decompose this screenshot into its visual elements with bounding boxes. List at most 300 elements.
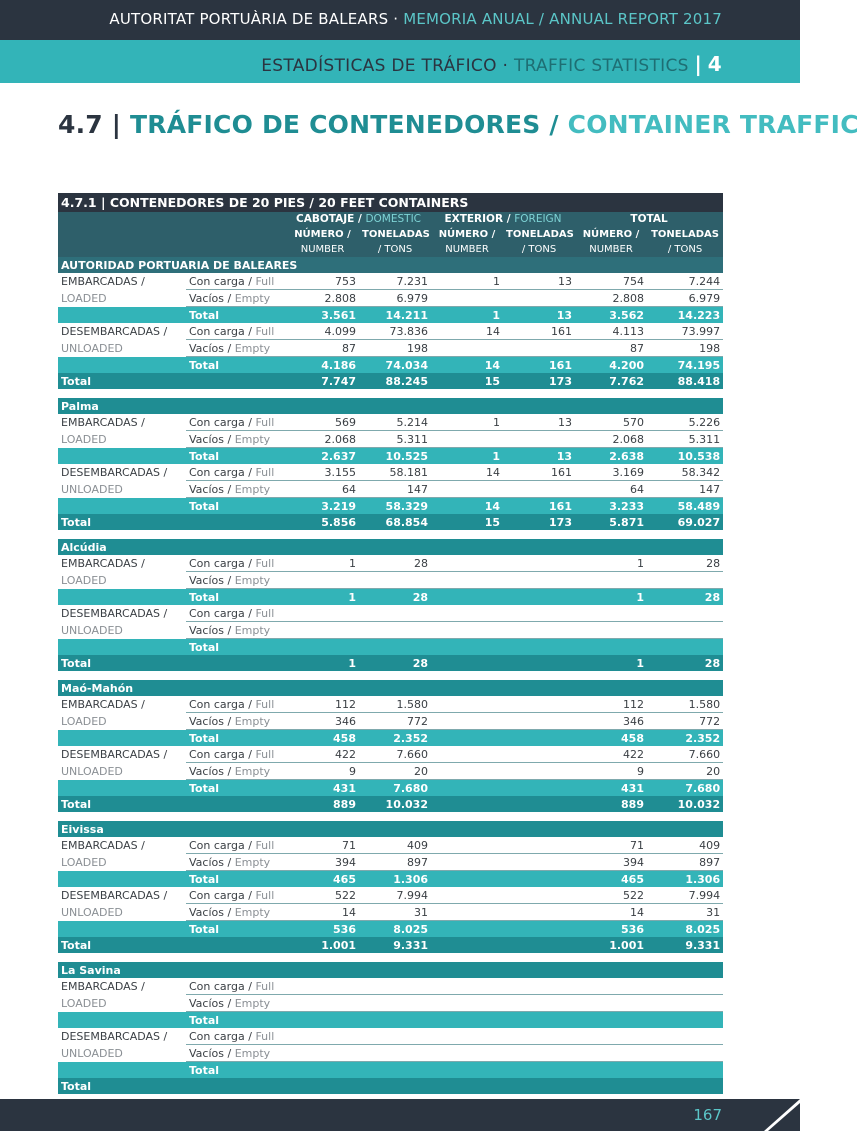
type-en: Full xyxy=(255,415,275,429)
value-cell xyxy=(503,854,575,871)
value-cell: 7.680 xyxy=(647,780,723,797)
value-cell xyxy=(647,1062,723,1079)
value-cell xyxy=(286,1028,359,1045)
value-cell: 7.994 xyxy=(647,887,723,904)
value-cell: 73.836 xyxy=(359,323,431,340)
type-label-empty xyxy=(186,481,286,498)
header-col-row-1 xyxy=(58,227,723,242)
value-cell: 1 xyxy=(431,414,503,431)
value-cell xyxy=(431,854,503,871)
value-cell xyxy=(647,1012,723,1029)
value-cell: 2.352 xyxy=(647,730,723,747)
value-cell: 8.025 xyxy=(647,921,723,938)
value-cell: 1.001 xyxy=(575,937,647,953)
direction-label-en: UNLOADED xyxy=(61,623,123,637)
value-cell xyxy=(431,730,503,747)
value-cell xyxy=(431,713,503,730)
type-en: Empty xyxy=(234,291,271,305)
type-en: Full xyxy=(255,747,275,761)
direction-label-es: DESEMBARCADAS / xyxy=(61,747,168,761)
value-cell xyxy=(503,696,575,713)
direction-label-es: DESEMBARCADAS / xyxy=(61,1029,168,1043)
value-cell: 14 xyxy=(431,464,503,481)
type-label-empty xyxy=(186,622,286,639)
value-cell xyxy=(359,1078,431,1094)
value-cell xyxy=(503,1028,575,1045)
header-domestic-en: DOMESTIC xyxy=(365,213,422,225)
value-cell xyxy=(503,796,575,812)
col-number-es: NÚMERO / xyxy=(286,227,359,242)
direction-label-en: UNLOADED xyxy=(61,341,123,355)
value-cell: 2.808 xyxy=(286,290,359,307)
value-cell xyxy=(286,605,359,622)
value-cell: 4.113 xyxy=(575,323,647,340)
value-cell xyxy=(431,622,503,639)
subtotal-label: Total xyxy=(186,498,286,515)
value-cell: 1.306 xyxy=(359,871,431,888)
value-cell: 6.979 xyxy=(359,290,431,307)
value-cell xyxy=(431,763,503,780)
type-en: Full xyxy=(255,606,275,620)
type-en: Empty xyxy=(234,1046,271,1060)
value-cell xyxy=(431,978,503,995)
type-label-full xyxy=(186,746,286,763)
type-en: Empty xyxy=(234,341,271,355)
value-cell xyxy=(359,1062,431,1079)
table-title-row xyxy=(58,193,723,212)
value-cell xyxy=(359,639,431,656)
page-title-number: 4.7 | xyxy=(58,110,122,139)
value-cell xyxy=(503,780,575,797)
value-cell: 6.979 xyxy=(647,290,723,307)
value-cell xyxy=(503,713,575,730)
blank-cell xyxy=(58,730,186,747)
value-cell xyxy=(431,555,503,572)
value-cell xyxy=(503,978,575,995)
port-total-row xyxy=(58,796,723,812)
value-cell xyxy=(647,622,723,639)
data-row-unloaded-empty xyxy=(58,622,723,639)
value-cell xyxy=(431,572,503,589)
value-cell: 7.231 xyxy=(359,273,431,290)
type-label-empty xyxy=(186,290,286,307)
spacer-cell xyxy=(58,530,723,539)
direction-label-en: LOADED xyxy=(61,432,107,446)
spacer-cell xyxy=(58,389,723,398)
value-cell: 4.200 xyxy=(575,357,647,374)
value-cell xyxy=(431,605,503,622)
value-cell: 1 xyxy=(286,655,359,671)
type-label-empty xyxy=(186,431,286,448)
value-cell xyxy=(647,1028,723,1045)
value-cell: 13 xyxy=(503,273,575,290)
subtotal-label: Total xyxy=(186,357,286,374)
value-cell: 147 xyxy=(647,481,723,498)
col-tons-es: TONELADAS xyxy=(359,227,431,242)
value-cell xyxy=(431,431,503,448)
col-number-es: NÚMERO / xyxy=(575,227,647,242)
value-cell xyxy=(431,481,503,498)
value-cell: 4.186 xyxy=(286,357,359,374)
type-en: Empty xyxy=(234,764,271,778)
value-cell: 1 xyxy=(431,307,503,324)
type-label-full xyxy=(186,887,286,904)
value-cell xyxy=(359,978,431,995)
type-en: Empty xyxy=(234,996,271,1010)
type-label-empty xyxy=(186,1045,286,1062)
data-row-unloaded-empty xyxy=(58,904,723,921)
value-cell xyxy=(575,1045,647,1062)
type-es: Con carga / xyxy=(189,556,252,570)
direction-label-en: UNLOADED xyxy=(61,1046,123,1060)
type-en: Empty xyxy=(234,573,271,587)
value-cell xyxy=(431,796,503,812)
value-cell: 897 xyxy=(359,854,431,871)
type-en: Empty xyxy=(234,623,271,637)
port-name: Maó-Mahón xyxy=(58,680,723,696)
value-cell xyxy=(359,605,431,622)
value-cell: 754 xyxy=(575,273,647,290)
value-cell xyxy=(286,995,359,1012)
value-cell xyxy=(503,730,575,747)
type-label-empty xyxy=(186,763,286,780)
type-label-empty xyxy=(186,995,286,1012)
direction-label-en: UNLOADED xyxy=(61,482,123,496)
header-group-row xyxy=(58,212,723,227)
value-cell: 14 xyxy=(431,498,503,515)
value-cell xyxy=(575,639,647,656)
value-cell xyxy=(431,290,503,307)
subtotal-label: Total xyxy=(186,1012,286,1029)
report-header xyxy=(109,10,722,28)
col-tons-en xyxy=(503,242,575,257)
blank-cell xyxy=(58,871,186,888)
value-cell: 4.099 xyxy=(286,323,359,340)
value-cell: 71 xyxy=(286,837,359,854)
value-cell: 465 xyxy=(575,871,647,888)
value-cell xyxy=(503,431,575,448)
value-cell: 20 xyxy=(359,763,431,780)
port-total-row xyxy=(58,373,723,389)
value-cell xyxy=(431,887,503,904)
type-es: Vacíos / xyxy=(189,855,232,869)
value-cell: 5.311 xyxy=(359,431,431,448)
value-cell: 88.245 xyxy=(359,373,431,389)
value-cell: 28 xyxy=(647,655,723,671)
direction-label-en: LOADED xyxy=(61,855,107,869)
direction-label-es: DESEMBARCADAS / xyxy=(61,465,168,479)
type-en: Empty xyxy=(234,432,271,446)
value-cell xyxy=(575,1062,647,1079)
total-label: Total xyxy=(58,514,286,530)
col-number-en xyxy=(575,242,647,257)
value-cell: 569 xyxy=(286,414,359,431)
type-es: Con carga / xyxy=(189,465,252,479)
value-cell: 7.660 xyxy=(359,746,431,763)
separator-slash: / xyxy=(538,10,545,28)
value-cell: 431 xyxy=(286,780,359,797)
value-cell: 9.331 xyxy=(359,937,431,953)
value-cell: 2.808 xyxy=(575,290,647,307)
value-cell: 28 xyxy=(647,555,723,572)
spacer-row xyxy=(58,953,723,962)
value-cell xyxy=(286,1062,359,1079)
value-cell xyxy=(575,995,647,1012)
port-total-row xyxy=(58,514,723,530)
blank-cell xyxy=(58,498,186,515)
table-body xyxy=(58,193,723,1094)
subtotal-row-loaded xyxy=(58,448,723,465)
value-cell: 10.032 xyxy=(359,796,431,812)
value-cell xyxy=(503,290,575,307)
data-row-unloaded-full xyxy=(58,746,723,763)
value-cell xyxy=(575,978,647,995)
value-cell xyxy=(503,589,575,606)
direction-label-en: LOADED xyxy=(61,714,107,728)
total-label: Total xyxy=(58,655,286,671)
port-header-row xyxy=(58,680,723,696)
value-cell: 14 xyxy=(286,904,359,921)
blank-cell xyxy=(58,1062,186,1079)
subtotal-label: Total xyxy=(186,780,286,797)
data-row-unloaded-empty xyxy=(58,481,723,498)
value-cell: 161 xyxy=(503,323,575,340)
value-cell: 1 xyxy=(286,589,359,606)
type-label-full xyxy=(186,273,286,290)
type-label-full xyxy=(186,978,286,995)
value-cell xyxy=(431,871,503,888)
blank-cell xyxy=(58,1012,186,1029)
value-cell: 409 xyxy=(647,837,723,854)
spacer-cell xyxy=(58,953,723,962)
value-cell: 161 xyxy=(503,464,575,481)
port-name: Alcúdia xyxy=(58,539,723,555)
value-cell: 13 xyxy=(503,414,575,431)
value-cell: 431 xyxy=(575,780,647,797)
direction-label-es: EMBARCADAS / xyxy=(61,415,145,429)
col-number-en-text: NUMBER xyxy=(445,244,489,255)
value-cell xyxy=(575,622,647,639)
type-es: Con carga / xyxy=(189,274,252,288)
spacer-row xyxy=(58,530,723,539)
value-cell: 9 xyxy=(575,763,647,780)
blank-cell xyxy=(58,639,186,656)
value-cell: 31 xyxy=(359,904,431,921)
header-foreign-es: EXTERIOR / xyxy=(444,213,511,225)
subtotal-row-unloaded xyxy=(58,639,723,656)
port-header-row xyxy=(58,257,723,273)
value-cell: 14 xyxy=(575,904,647,921)
direction-label-es: EMBARCADAS / xyxy=(61,838,145,852)
port-header-row xyxy=(58,821,723,837)
type-en: Full xyxy=(255,1029,275,1043)
type-label-empty xyxy=(186,854,286,871)
value-cell: 2.068 xyxy=(575,431,647,448)
subtotal-label: Total xyxy=(186,448,286,465)
type-es: Con carga / xyxy=(189,979,252,993)
blank-cell xyxy=(58,780,186,797)
value-cell: 161 xyxy=(503,357,575,374)
value-cell xyxy=(359,1028,431,1045)
value-cell: 64 xyxy=(286,481,359,498)
value-cell: 9 xyxy=(286,763,359,780)
value-cell xyxy=(431,921,503,938)
blank-cell xyxy=(58,307,186,324)
type-label-full xyxy=(186,464,286,481)
col-tons-en-text: / TONS xyxy=(521,244,557,255)
data-row-loaded-empty xyxy=(58,713,723,730)
value-cell: 7.680 xyxy=(359,780,431,797)
data-row-unloaded-full xyxy=(58,323,723,340)
type-en: Full xyxy=(255,556,275,570)
type-label-full xyxy=(186,323,286,340)
value-cell: 5.214 xyxy=(359,414,431,431)
value-cell xyxy=(647,572,723,589)
port-total-row xyxy=(58,937,723,953)
subtotal-row-loaded xyxy=(58,307,723,324)
value-cell xyxy=(503,1078,575,1094)
subtotal-row-loaded xyxy=(58,730,723,747)
direction-label-en: LOADED xyxy=(61,996,107,1010)
value-cell: 7.244 xyxy=(647,273,723,290)
value-cell: 112 xyxy=(286,696,359,713)
value-cell xyxy=(431,937,503,953)
data-row-unloaded-empty xyxy=(58,340,723,357)
col-tons-en xyxy=(647,242,723,257)
value-cell: 10.032 xyxy=(647,796,723,812)
port-name: AUTORIDAD PORTUARIA DE BALEARES xyxy=(58,257,723,273)
value-cell xyxy=(575,1028,647,1045)
col-number-en xyxy=(286,242,359,257)
subtotal-row-loaded xyxy=(58,1012,723,1029)
spacer-cell xyxy=(58,671,723,680)
type-en: Full xyxy=(255,888,275,902)
port-name: Eivissa xyxy=(58,821,723,837)
total-label: Total xyxy=(58,796,286,812)
value-cell: 9.331 xyxy=(647,937,723,953)
type-label-empty xyxy=(186,340,286,357)
value-cell: 5.226 xyxy=(647,414,723,431)
col-tons-es: TONELADAS xyxy=(647,227,723,242)
type-es: Vacíos / xyxy=(189,996,232,1010)
data-row-loaded-empty xyxy=(58,572,723,589)
value-cell xyxy=(286,572,359,589)
value-cell: 3.219 xyxy=(286,498,359,515)
blank-cell xyxy=(58,921,186,938)
value-cell: 889 xyxy=(575,796,647,812)
value-cell: 1 xyxy=(575,655,647,671)
value-cell xyxy=(647,1078,723,1094)
direction-label-en: UNLOADED xyxy=(61,905,123,919)
value-cell: 88.418 xyxy=(647,373,723,389)
value-cell xyxy=(503,340,575,357)
value-cell xyxy=(359,1045,431,1062)
subtotal-label: Total xyxy=(186,639,286,656)
total-label: Total xyxy=(58,373,286,389)
subtotal-row-unloaded xyxy=(58,357,723,374)
value-cell: 58.329 xyxy=(359,498,431,515)
subtotal-row-unloaded xyxy=(58,498,723,515)
type-en: Empty xyxy=(234,855,271,869)
data-row-loaded-full xyxy=(58,978,723,995)
blank-cell xyxy=(58,357,186,374)
value-cell xyxy=(431,746,503,763)
data-row-loaded-full xyxy=(58,414,723,431)
value-cell xyxy=(431,639,503,656)
col-tons-en xyxy=(359,242,431,257)
value-cell xyxy=(575,1078,647,1094)
value-cell: 198 xyxy=(359,340,431,357)
value-cell xyxy=(431,1078,503,1094)
footer-bar xyxy=(0,1099,800,1131)
data-row-loaded-empty xyxy=(58,854,723,871)
footer-slash-shape xyxy=(740,1099,800,1131)
col-number-en-text: NUMBER xyxy=(300,244,345,255)
value-cell: 28 xyxy=(359,555,431,572)
total-label: Total xyxy=(58,1078,286,1094)
value-cell xyxy=(503,481,575,498)
header-total xyxy=(575,212,723,227)
spacer-row xyxy=(58,812,723,821)
data-row-loaded-empty xyxy=(58,290,723,307)
col-number-es: NÚMERO / xyxy=(431,227,503,242)
value-cell: 15 xyxy=(431,373,503,389)
value-cell: 13 xyxy=(503,307,575,324)
port-header-row xyxy=(58,398,723,414)
data-row-unloaded-full xyxy=(58,1028,723,1045)
value-cell xyxy=(503,763,575,780)
type-label-empty xyxy=(186,713,286,730)
value-cell xyxy=(503,887,575,904)
section-header-bar xyxy=(0,40,800,83)
value-cell: 522 xyxy=(575,887,647,904)
type-es: Vacíos / xyxy=(189,482,232,496)
container-traffic-table xyxy=(58,193,723,1094)
type-label-full xyxy=(186,696,286,713)
port-total-row xyxy=(58,1078,723,1094)
value-cell xyxy=(431,340,503,357)
type-label-empty xyxy=(186,572,286,589)
section-bar: | xyxy=(694,52,703,76)
value-cell xyxy=(431,780,503,797)
value-cell: 87 xyxy=(286,340,359,357)
value-cell: 20 xyxy=(647,763,723,780)
value-cell: 28 xyxy=(359,589,431,606)
page-title-en: CONTAINER TRAFFIC xyxy=(567,110,859,139)
value-cell: 2.352 xyxy=(359,730,431,747)
value-cell xyxy=(359,622,431,639)
value-cell xyxy=(431,1028,503,1045)
section-title-es: ESTADÍSTICAS DE TRÁFICO xyxy=(261,56,497,76)
value-cell: 3.561 xyxy=(286,307,359,324)
value-cell xyxy=(503,605,575,622)
col-tons-es: TONELADAS xyxy=(503,227,575,242)
header-foreign xyxy=(431,212,575,227)
header-blank xyxy=(58,242,286,257)
header-foreign-en: FOREIGN xyxy=(514,213,562,225)
value-cell xyxy=(503,995,575,1012)
value-cell: 147 xyxy=(359,481,431,498)
value-cell: 1 xyxy=(431,448,503,465)
subtotal-label: Total xyxy=(186,730,286,747)
org-name: AUTORITAT PORTUÀRIA DE BALEARS xyxy=(109,10,389,28)
type-es: Con carga / xyxy=(189,415,252,429)
report-title-ca: MEMORIA ANUAL xyxy=(403,10,534,28)
value-cell: 10.525 xyxy=(359,448,431,465)
header-blank xyxy=(58,227,286,242)
value-cell xyxy=(503,1062,575,1079)
value-cell xyxy=(503,1012,575,1029)
